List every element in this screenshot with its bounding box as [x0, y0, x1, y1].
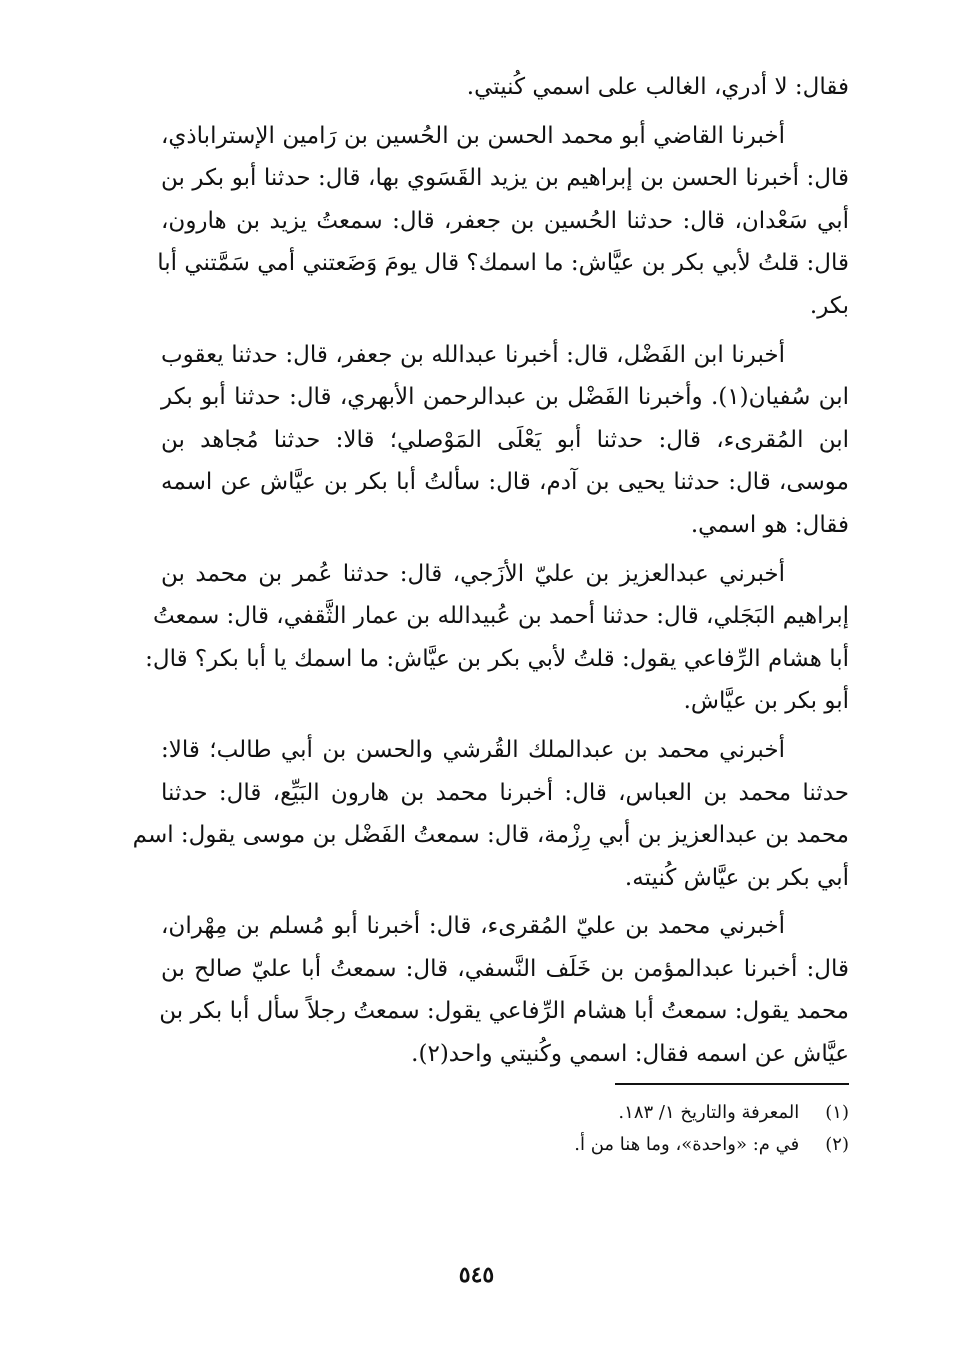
page-number: ٥٤٥: [458, 1262, 495, 1288]
footnote-text: المعرفة والتاريخ ١/ ١٨٣.: [618, 1102, 800, 1123]
text-line: محمد يقول: سمعتُ أبا هشام الرِّفاعي يقول: سمعتُ رجلاً سأل أبا بكر بن: [159, 998, 849, 1025]
text-line: إبراهيم البَجَلي، قال: حدثنا أحمد بن عُبيدالله بن عمار الثَّقفي، قال: سمعتُ: [152, 603, 849, 630]
text-line: أخبرني محمد بن عبدالملك القُرشي والحسن بن أبي طالب؛ قالا:: [161, 736, 785, 763]
footnote-number: (٢): [825, 1134, 849, 1155]
text-line: أبو بكر بن عيَّاش.: [683, 688, 849, 715]
text-line: قال: أخبرنا الحسن بن إبراهيم بن يزيد القَسَوي بها، قال: حدثنا أبو بكر بن: [161, 165, 849, 192]
text-line: فقال: هو اسمي.: [690, 511, 849, 538]
text-line: أخبرنا ابن الفَضْل، قال: أخبرنا عبدالله بن جعفر، قال: حدثنا يعقوب: [161, 341, 785, 368]
text-line: عيَّاش عن اسمه فقال: اسمي وكُنيتي واحد(٢).: [411, 1041, 849, 1068]
text-line: محمد بن عبدالعزيز بن أبي رِزْمة، قال: سمعتُ الفَضْل بن موسى يقول: اسم: [132, 822, 849, 849]
text-line: أخبرني محمد بن عليّ المُقرىء، قال: أخبرنا أبو مُسلم بن مِهْران،: [161, 913, 785, 940]
footnote-divider: [615, 1083, 849, 1085]
text-line: أبي سَعْدان، قال: حدثنا الحُسين بن جعفر، قال: سمعتُ يزيد بن هارون،: [161, 207, 849, 234]
paragraph-5: [132, 729, 849, 899]
text-line: قال: أخبرنا عبدالمؤمن بن خَلَف النَّسفي، قال: سمعتُ أبا عليّ صالح بن: [161, 955, 849, 982]
footnote-1: [161, 1097, 849, 1129]
paragraph-1: [161, 66, 849, 109]
footnotes: [161, 1097, 849, 1161]
text-line: أبي بكر بن عيَّاش كُنيته.: [624, 864, 849, 891]
paragraph-3: [161, 334, 849, 547]
paragraph-2: [157, 115, 849, 328]
text-line: بكر.: [809, 292, 849, 319]
paragraph-4: [145, 553, 849, 723]
paragraph-6: [161, 905, 849, 1075]
text-line: ابن سُفيان(١). وأخبرنا الفَضْل بن عبدالرحمن الأبهري، قال: حدثنا أبو بكر: [161, 384, 849, 411]
footnote-text: في م: «واحدة»، وما هنا من أ.: [574, 1134, 800, 1155]
text-line: موسى، قال: حدثنا يحيى بن آدم، قال: سألتُ أبا بكر بن عيَّاش عن اسمه: [161, 469, 849, 496]
footnote-number: (١): [825, 1102, 849, 1123]
main-text: [132, 66, 849, 1076]
text-line: فقال: لا أدري، الغالب على اسمي كُنيتي.: [466, 74, 849, 100]
text-line: ابن المُقرىء، قال: حدثنا أبو يَعْلَى المَوْصلي؛ قالا: حدثنا مُجاهد بن: [161, 426, 849, 453]
text-line: أبا هشام الرِّفاعي يقول: قلتُ لأبي بكر بن عيَّاش: ما اسمك يا أبا بكر؟ قال:: [145, 645, 849, 672]
text-line: أخبرنا القاضي أبو محمد الحسن بن الحُسين بن رَامين الإستراباذي،: [161, 122, 785, 149]
footnote-2: [161, 1129, 849, 1161]
text-line: حدثنا محمد بن العباس، قال: أخبرنا محمد بن هارون البَيِّع، قال: حدثنا: [161, 779, 849, 806]
text-line: قال: قلتُ لأبي بكر بن عيَّاش: ما اسمك؟ قال يومَ وَضَعتني أمي سَمَّتني أبا: [157, 250, 849, 277]
text-line: أخبرني عبدالعزيز بن عليّ الأزَجي، قال: حدثنا عُمر بن محمد بن: [161, 560, 785, 587]
